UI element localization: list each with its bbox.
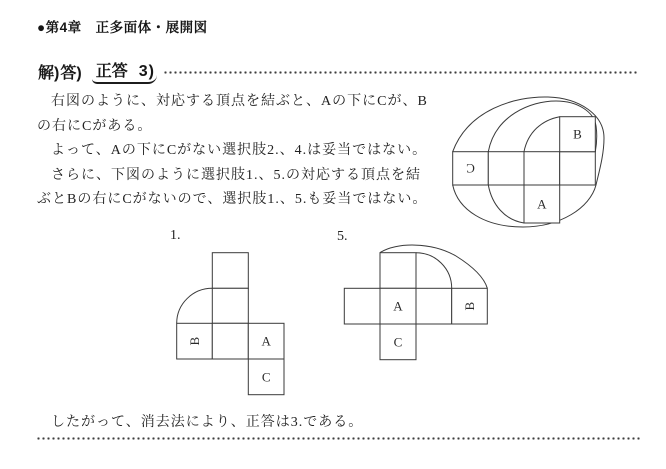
vertex-curve (177, 288, 213, 323)
option1-net-figure (168, 245, 293, 403)
option5-number-label: 5. (337, 229, 348, 244)
face-letter: C (261, 369, 271, 385)
option1-number-label: 1. (170, 228, 181, 243)
face-letter: A (537, 196, 547, 212)
answer-badge-char-tou: 答 (60, 64, 77, 82)
net-square (344, 288, 380, 324)
face-letter: B (187, 336, 202, 346)
net-square (212, 253, 248, 289)
vertex-curve (488, 185, 524, 223)
face-letter: A (393, 298, 403, 314)
face-letter: B (573, 126, 582, 142)
vertex-curve (416, 253, 452, 289)
option5-net-figure (334, 240, 494, 365)
solution-paragraph (37, 90, 457, 213)
dotted-rule-bottom (36, 437, 640, 440)
net-square (212, 323, 248, 359)
paragraph-line: さらに、下図のように選択肢1.、5.の対応する頂点を結 (51, 167, 421, 183)
paragraph-line: 右図のように、対応する頂点を結ぶと、Aの下にCが、B (51, 94, 428, 109)
vertex-curve (524, 117, 560, 152)
paragraph-line: ぶとBの右にCがないので、選択肢1.、5.も妥当ではない。 (37, 192, 428, 208)
net-square (416, 288, 452, 324)
correct-answer-label (92, 58, 157, 84)
chapter-header: ●第4章 正多面体・展開図 (37, 20, 208, 35)
answer-badge (38, 60, 83, 83)
paren-glyph: ) (76, 64, 82, 82)
correct-answer-text: 正答 (95, 63, 128, 80)
net-square (524, 152, 560, 185)
face-letter: B (462, 301, 477, 311)
face-letter: A (261, 333, 271, 349)
paragraph-line: の右にCがある。 (37, 118, 153, 134)
net-square (560, 152, 596, 185)
reference-net-figure (438, 88, 666, 240)
net-square (488, 152, 524, 185)
net-square (380, 253, 416, 289)
net-square (212, 288, 248, 323)
face-letter: C (466, 160, 475, 176)
face-letter: C (393, 334, 403, 350)
answer-badge-char-kai: 解 (38, 64, 55, 82)
paren-glyph: ) (54, 64, 60, 82)
paren-glyph: ) (148, 63, 154, 80)
dotted-rule-top (163, 71, 638, 74)
conclusion-line: したがって、消去法により、正答は3.である。 (51, 415, 364, 430)
correct-answer-number: 3 (138, 63, 148, 80)
paragraph-line: よって、Aの下にCがない選択肢2.、4.は妥当ではない。 (51, 143, 428, 159)
answer-banner (38, 58, 638, 84)
